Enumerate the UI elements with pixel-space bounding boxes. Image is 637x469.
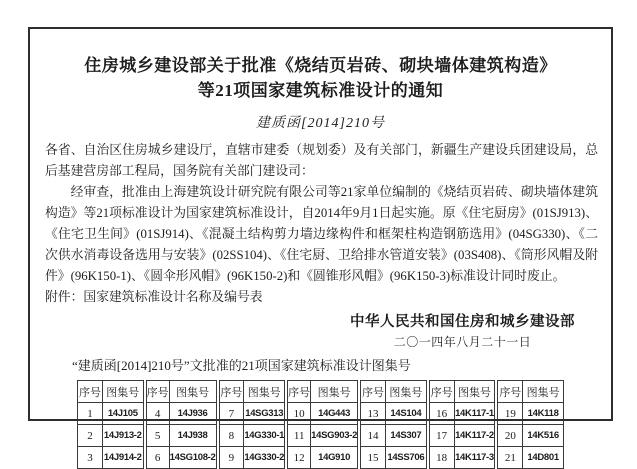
attachment-line: 附件：国家建筑标准设计名称及编号表: [45, 290, 263, 304]
table-row: [429, 425, 495, 447]
serial-number-header: 序号: [219, 381, 244, 403]
atlas-number-cell: 14G330-1: [244, 425, 285, 447]
table-row: [498, 447, 564, 469]
document-number: 建质函[2014]210号: [256, 116, 385, 131]
atlas-number-cell: 14K117-1: [454, 403, 495, 425]
atlas-number-header: 图集号: [244, 381, 285, 403]
atlas-number-header: 图集号: [169, 381, 216, 403]
atlas-number-header: 图集号: [102, 381, 143, 403]
document-title-line2: 等21项国家建筑标准设计的通知: [197, 81, 444, 100]
atlas-number-cell: 14SG903-2: [311, 425, 358, 447]
signature-organization: 中华人民共和国住房和城乡建设部: [350, 314, 575, 330]
serial-number-cell: 16: [429, 403, 454, 425]
table-row: [219, 403, 285, 425]
document-title-line1: 住房城乡建设部关于批准《烧结页岩砖、砌块墙体建筑构造》: [84, 56, 557, 75]
document-page: [28, 27, 613, 464]
atlas-number-cell: 14G910: [311, 447, 358, 469]
signature-date: 二〇一四年八月二十一日: [393, 335, 532, 349]
atlas-number-header: 图集号: [311, 381, 358, 403]
serial-number-header: 序号: [498, 381, 523, 403]
serial-number-cell: 13: [361, 403, 386, 425]
atlas-number-cell: 14J938: [169, 425, 216, 447]
table-group: [360, 380, 427, 469]
atlas-number-cell: 14K117-3: [454, 447, 495, 469]
serial-number-header: 序号: [288, 381, 311, 403]
serial-number-cell: 4: [146, 403, 169, 425]
atlas-number-cell: 14K118: [523, 403, 564, 425]
serial-number-cell: 10: [288, 403, 311, 425]
table-row: [429, 403, 495, 425]
atlas-number-cell: 14J913-2: [102, 425, 143, 447]
serial-number-header: 序号: [146, 381, 169, 403]
atlas-number-cell: 14D801: [523, 447, 564, 469]
atlas-number-cell: 14J936: [169, 403, 216, 425]
serial-number-cell: 9: [219, 447, 244, 469]
serial-number-cell: 18: [429, 447, 454, 469]
signature-inner: [350, 312, 575, 352]
serial-number-cell: 19: [498, 403, 523, 425]
atlas-number-header: 图集号: [523, 381, 564, 403]
table-caption: “建质函[2014]210号”文批准的21项国家建筑标准设计图集号: [72, 358, 411, 373]
table-group: [219, 380, 286, 469]
table-group: [429, 380, 496, 469]
serial-number-cell: 6: [146, 447, 169, 469]
serial-number-cell: 17: [429, 425, 454, 447]
serial-number-cell: 1: [78, 403, 103, 425]
serial-number-header: 序号: [361, 381, 386, 403]
table-row: [429, 447, 495, 469]
atlas-number-cell: 14K117-2: [454, 425, 495, 447]
table-row: [78, 447, 144, 469]
table-row: [219, 447, 285, 469]
atlas-number-cell: 14J914-2: [102, 447, 143, 469]
table-row: [146, 447, 216, 469]
table-row: [361, 425, 427, 447]
table-row: [361, 403, 427, 425]
serial-number-header: 序号: [429, 381, 454, 403]
serial-number-cell: 8: [219, 425, 244, 447]
table-row: [288, 425, 358, 447]
atlas-number-cell: 14SG313: [244, 403, 285, 425]
table-row: [146, 425, 216, 447]
table-group: [287, 380, 358, 469]
serial-number-cell: 7: [219, 403, 244, 425]
serial-number-cell: 14: [361, 425, 386, 447]
atlas-number-cell: 14SG108-2: [169, 447, 216, 469]
table-row: [498, 425, 564, 447]
serial-number-header: 序号: [78, 381, 103, 403]
atlas-number-cell: 14G330-2: [244, 447, 285, 469]
addressee-paragraph: 各省、自治区住房城乡建设厅，直辖市建委（规划委）及有关部门，新疆生产建设兵团建设局，总后基建营房部工程局，国务院有关部门建设司：: [45, 143, 598, 178]
serial-number-cell: 12: [288, 447, 311, 469]
table-group: [77, 380, 144, 469]
document-body: [30, 140, 611, 308]
table-row: [146, 403, 216, 425]
atlas-number-cell: 14K516: [523, 425, 564, 447]
table-group: [497, 380, 564, 469]
serial-number-cell: 15: [361, 447, 386, 469]
table-row: [498, 403, 564, 425]
serial-number-cell: 21: [498, 447, 523, 469]
atlas-number-header: 图集号: [454, 381, 495, 403]
atlas-number-cell: 14G443: [311, 403, 358, 425]
signature-block: [30, 312, 575, 352]
table-group: [146, 380, 217, 469]
serial-number-cell: 2: [78, 425, 103, 447]
atlas-number-cell: 14SS706: [386, 447, 427, 469]
atlas-number-cell: 14S104: [386, 403, 427, 425]
table-row: [361, 447, 427, 469]
table-row: [78, 403, 144, 425]
standards-table: [77, 380, 564, 469]
table-row: [288, 403, 358, 425]
atlas-number-cell: 14S307: [386, 425, 427, 447]
atlas-number-header: 图集号: [386, 381, 427, 403]
approval-paragraph: 经审查，批准由上海建筑设计研究院有限公司等21家单位编制的《烧结页岩砖、砌块墙体建筑构造》等21项标准设计为国家建筑标准设计，自2014年9月1日起实施。原《住宅厨房》(01SJ913)、《住宅卫生间》(01SJ914)、《混凝土结构剪力墙边缘构件和框架柱构造钢筋选用》(04SG330)、《二次供水消毒设备选用与安装》(02SS104)、《住宅厨、卫给排水管道安装》(03S408)、《筒形风帽及附件》(96K150-1)、《圆伞形风帽》(96K150-2)和《圆锥形风帽》(96K150-3)标准设计同时废止。: [45, 185, 598, 283]
table-row: [78, 425, 144, 447]
table-row: [219, 425, 285, 447]
table-row: [288, 447, 358, 469]
atlas-number-cell: 14J105: [102, 403, 143, 425]
serial-number-cell: 20: [498, 425, 523, 447]
serial-number-cell: 3: [78, 447, 103, 469]
serial-number-cell: 5: [146, 425, 169, 447]
document-title: [30, 53, 611, 103]
serial-number-cell: 11: [288, 425, 311, 447]
